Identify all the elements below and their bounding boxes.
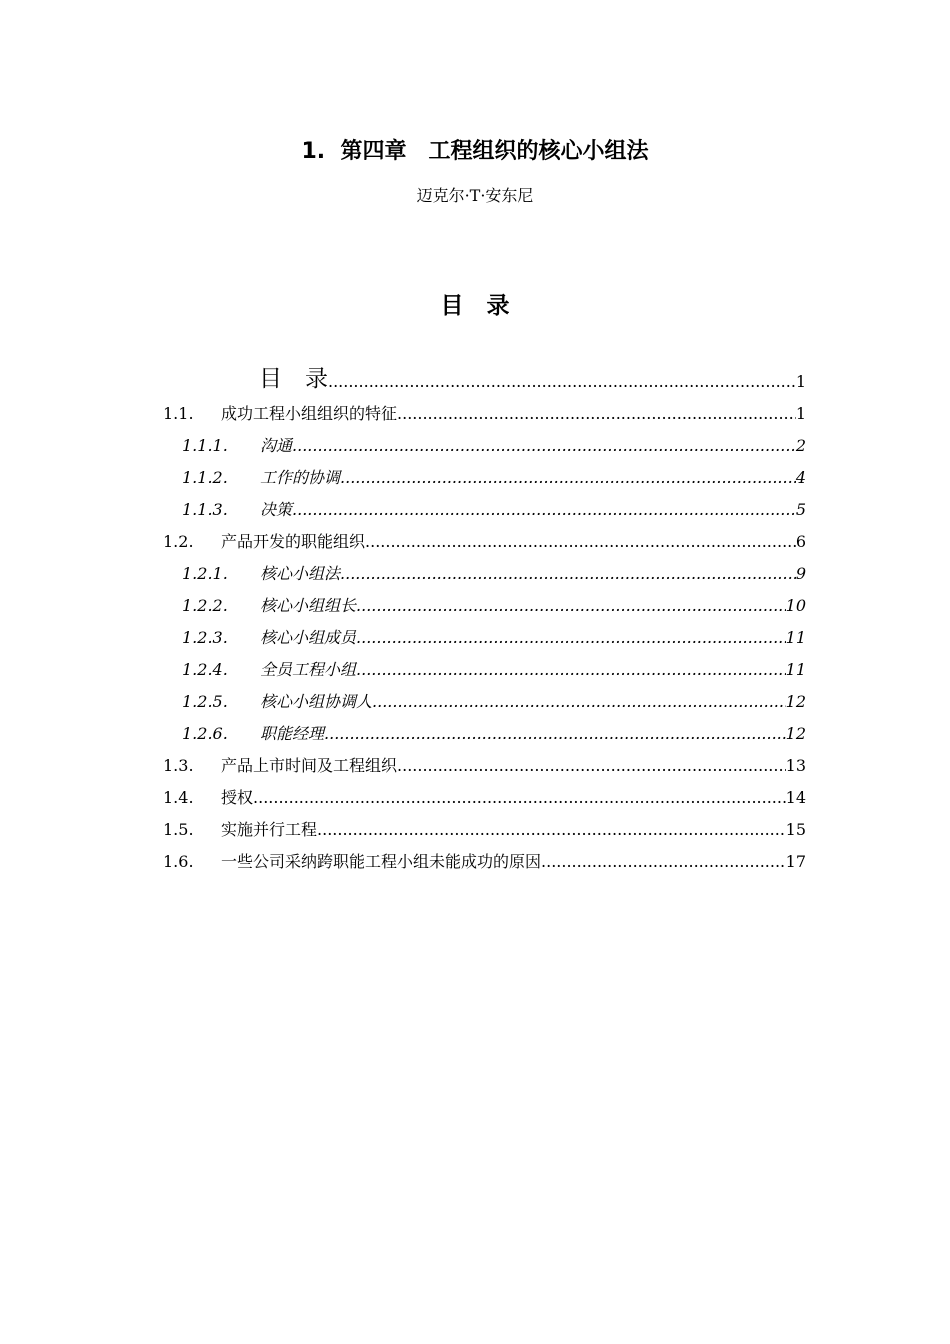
- toc-entry-title: 成功工程小组组织的特征: [221, 404, 398, 423]
- toc-entry-number: 1.2.6.: [182, 724, 228, 743]
- toc-entry-number: 1.2.: [163, 532, 194, 551]
- toc-dot-leader: [356, 659, 786, 681]
- toc-dot-leader: [317, 819, 786, 841]
- toc-entry-page: 17: [785, 852, 806, 871]
- toc-entry-number: 1.4.: [163, 788, 194, 807]
- author-name: 迈克尔·T·安东尼: [416, 186, 534, 205]
- toc-entry-page: 11: [785, 660, 806, 679]
- toc-entry-title: 目 录: [259, 366, 328, 392]
- toc-entry-title: 核心小组成员: [260, 628, 357, 647]
- toc-entry[interactable]: [163, 521, 806, 553]
- toc-entry[interactable]: [163, 841, 806, 873]
- toc-entry-number: 1.5.: [163, 820, 194, 839]
- toc-entry-page: 5: [795, 500, 806, 519]
- toc-entry[interactable]: [163, 489, 806, 521]
- toc-entry-page: 13: [785, 756, 806, 775]
- toc-dot-leader: [372, 691, 786, 713]
- toc-entry-page: 10: [785, 596, 806, 615]
- toc-entry-title: 全员工程小组: [260, 660, 357, 679]
- toc-entry-title: 一些公司采纳跨职能工程小组未能成功的原因: [221, 852, 542, 871]
- toc-entry-title: 授权: [221, 788, 254, 807]
- toc-entry-number: 1.2.1.: [182, 564, 228, 583]
- toc-entry-page: 6: [795, 532, 806, 551]
- toc-entry[interactable]: [163, 362, 806, 393]
- toc-entry-title: 核心小组组长: [260, 596, 357, 615]
- toc-entry-title: 产品开发的职能组织: [221, 532, 366, 551]
- toc-entry-number: 1.2.3.: [182, 628, 228, 647]
- toc-entry-number: 1.1.1.: [182, 436, 228, 455]
- toc-dot-leader: [397, 403, 796, 425]
- toc-dot-leader: [328, 371, 796, 393]
- toc-entry-title: 产品上市时间及工程组织: [221, 756, 398, 775]
- toc-entry[interactable]: [163, 457, 806, 489]
- toc-entry-page: 1: [795, 404, 806, 423]
- toc-dot-leader: [292, 435, 796, 457]
- toc-entry-title: 实施并行工程: [221, 820, 318, 839]
- toc-dot-leader: [397, 755, 786, 777]
- toc-dot-leader: [292, 499, 796, 521]
- toc-entry-number: 1.1.2.: [182, 468, 228, 487]
- toc-dot-leader: [340, 563, 796, 585]
- toc-entry[interactable]: [163, 809, 806, 841]
- toc-entry-number: 1.1.3.: [182, 500, 228, 519]
- toc-entry-title: 核心小组协调人: [260, 692, 373, 711]
- toc-entry-number: 1.3.: [163, 756, 194, 775]
- table-of-contents: [163, 362, 806, 873]
- toc-entry-title: 沟通: [260, 436, 293, 455]
- toc-dot-leader: [340, 467, 796, 489]
- toc-entry[interactable]: [163, 617, 806, 649]
- toc-entry[interactable]: [163, 745, 806, 777]
- toc-entry-title: 工作的协调: [260, 468, 341, 487]
- toc-entry[interactable]: [163, 649, 806, 681]
- toc-entry-page: 2: [795, 436, 806, 455]
- toc-entry[interactable]: [163, 777, 806, 809]
- toc-entry[interactable]: [163, 393, 806, 425]
- toc-entry-page: 11: [785, 628, 806, 647]
- toc-entry[interactable]: [163, 713, 806, 745]
- toc-entry-number: 1.2.4.: [182, 660, 228, 679]
- toc-entry-number: 1.6.: [163, 852, 194, 871]
- toc-entry-page: 1: [795, 372, 806, 391]
- toc-entry-page: 4: [795, 468, 806, 487]
- toc-entry-number: 1.1.: [163, 404, 194, 423]
- toc-entry[interactable]: [163, 681, 806, 713]
- toc-entry-page: 12: [785, 692, 806, 711]
- toc-entry-number: 1.2.5.: [182, 692, 228, 711]
- toc-entry-page: 14: [785, 788, 806, 807]
- toc-entry-page: 15: [785, 820, 806, 839]
- toc-entry[interactable]: [163, 425, 806, 457]
- toc-dot-leader: [356, 595, 786, 617]
- toc-dot-leader: [324, 723, 786, 745]
- toc-dot-leader: [253, 787, 786, 809]
- toc-heading: 目 录: [440, 293, 510, 319]
- toc-dot-leader: [541, 851, 786, 873]
- chapter-title: 1. 第四章 工程组织的核心小组法: [301, 139, 649, 164]
- toc-entry-title: 职能经理: [260, 724, 325, 743]
- toc-entry-page: 12: [785, 724, 806, 743]
- toc-entry[interactable]: [163, 585, 806, 617]
- toc-dot-leader: [356, 627, 786, 649]
- toc-entry-title: 核心小组法: [260, 564, 341, 583]
- toc-dot-leader: [365, 531, 796, 553]
- toc-entry-number: 1.2.2.: [182, 596, 228, 615]
- toc-entry-page: 9: [795, 564, 806, 583]
- toc-entry-title: 决策: [260, 500, 293, 519]
- toc-entry[interactable]: [163, 553, 806, 585]
